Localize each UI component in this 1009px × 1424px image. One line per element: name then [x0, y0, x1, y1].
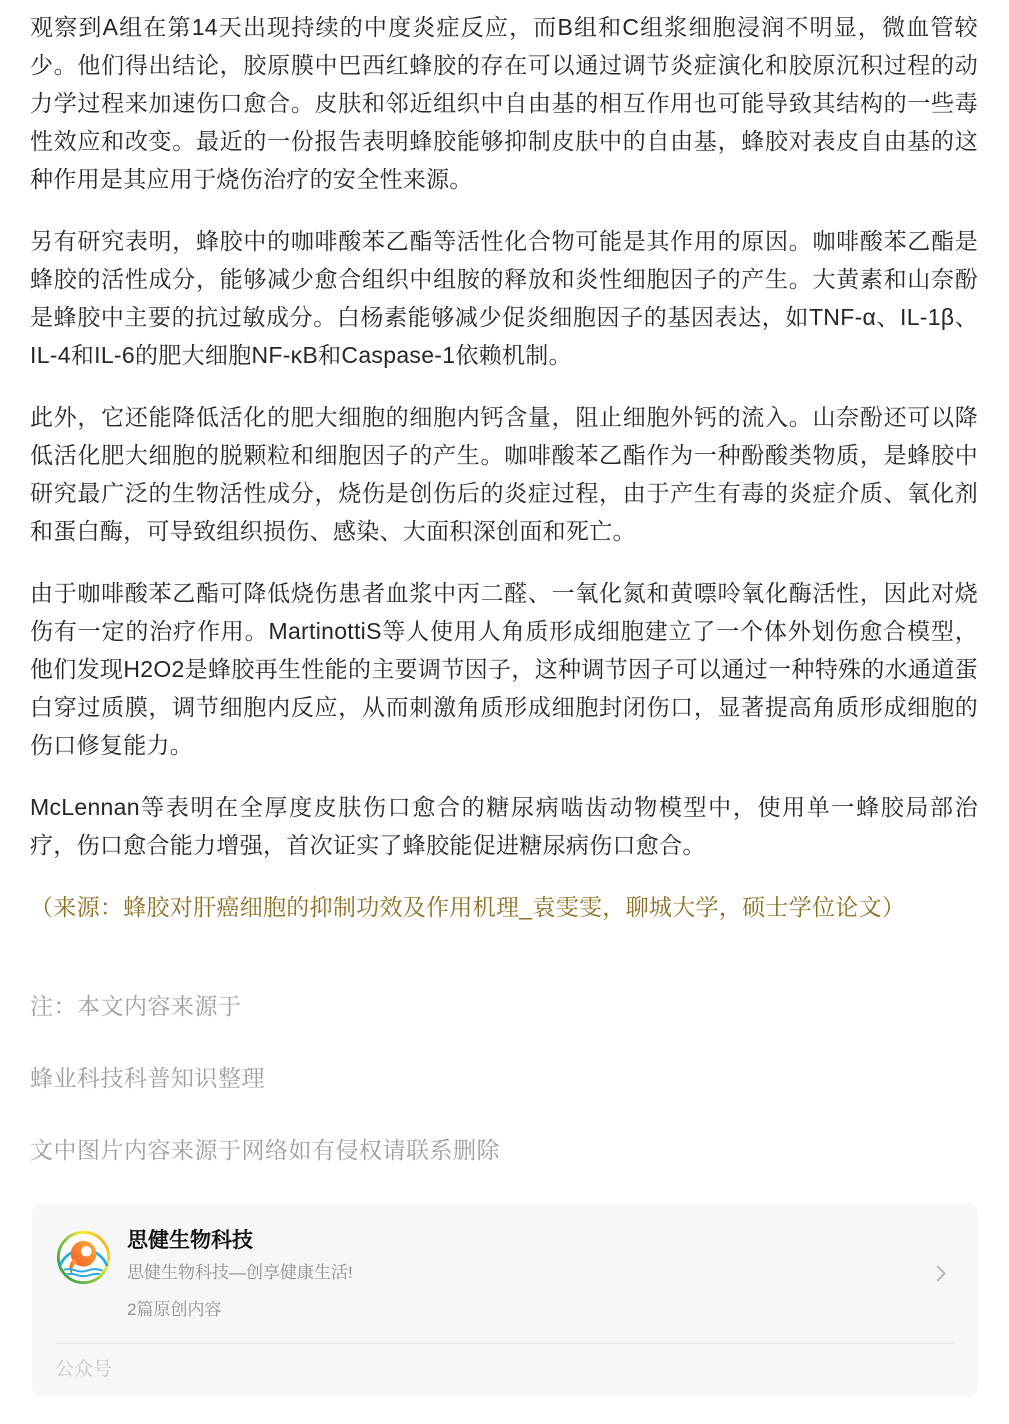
note-line-1: 注：本文内容来源于 — [30, 993, 242, 1019]
article-paragraph-2: 另有研究表明，蜂胶中的咖啡酸苯乙酯等活性化合物可能是其作用的原因。咖啡酸苯乙酯是蜂胶的活性成分，能够减少愈合组织中组胺的释放和炎性细胞因子的产生。大黄素和山奈酚是蜂胶中主要的抗过敏成分。白杨素能够减少促炎细胞因子的基因表达，如TNF-α、IL-1β、IL-4和IL-6的肥大细胞NF-κB和Caspase-1依赖机制。 — [30, 228, 978, 368]
account-card-top — [55, 1229, 954, 1321]
article-paragraph-1: 观察到A组在第14天出现持续的中度炎症反应，而B组和C组浆细胞浸润不明显，微血管较少。他们得出结论，胶原膜中巴西红蜂胶的存在可以通过调节炎症演化和胶原沉积过程的动力学过程来加速伤口愈合。皮肤和邻近组织中自由基的相互作用也可能导致其结构的一些毒性效应和改变。最近的一份报告表明蜂胶能够抑制皮肤中的自由基，蜂胶对表皮自由基的这种作用是其应用于烧伤治疗的安全性来源。 — [30, 14, 978, 192]
account-card-info — [127, 1229, 954, 1321]
account-type-label: 公众号 — [55, 1359, 113, 1380]
account-description: 思健生物科技—创享健康生活! — [127, 1263, 353, 1282]
source-citation: （来源：蜂胶对肝癌细胞的抑制功效及作用机理_袁雯雯，聊城大学，硕士学位论文） — [30, 894, 906, 920]
card-divider — [55, 1343, 954, 1344]
chevron-right-icon[interactable] — [930, 1261, 952, 1285]
official-account-card[interactable] — [32, 1203, 978, 1397]
article-paragraph-4: 由于咖啡酸苯乙酯可降低烧伤患者血浆中丙二醛、一氧化氮和黄嘌呤氧化酶活性，因此对烧伤有一定的治疗作用。MartinottiS等人使用人角质形成细胞建立了一个体外划伤愈合模型，他们发现H2O2是蜂胶再生性能的主要调节因子，这种调节因子可以通过一种特殊的水通道蛋白穿过质膜，调节细胞内反应，从而刺激角质形成细胞封闭伤口，显著提高角质形成细胞的伤口修复能力。 — [30, 580, 978, 758]
article-paragraph-5: McLennan等表明在全厚度皮肤伤口愈合的糖尿病啮齿动物模型中，使用单一蜂胶局部治疗，伤口愈合能力增强，首次证实了蜂胶能促进糖尿病伤口愈合。 — [30, 794, 978, 858]
account-name: 思健生物科技 — [127, 1229, 253, 1252]
account-logo-icon — [55, 1229, 112, 1286]
account-original-count: 2篇原创内容 — [127, 1300, 222, 1319]
note-line-3: 文中图片内容来源于网络如有侵权请联系删除 — [30, 1137, 500, 1163]
article-paragraph-3: 此外，它还能降低活化的肥大细胞的细胞内钙含量，阻止细胞外钙的流入。山奈酚还可以降低活化肥大细胞的脱颗粒和细胞因子的产生。咖啡酸苯乙酯作为一种酚酸类物质，是蜂胶中研究最广泛的生物活性成分，烧伤是创伤后的炎症过程，由于产生有毒的炎症介质、氧化剂和蛋白酶，可导致组织损伤、感染、大面积深创面和死亡。 — [30, 404, 978, 544]
note-line-2: 蜂业科技科普知识整理 — [30, 1065, 265, 1091]
